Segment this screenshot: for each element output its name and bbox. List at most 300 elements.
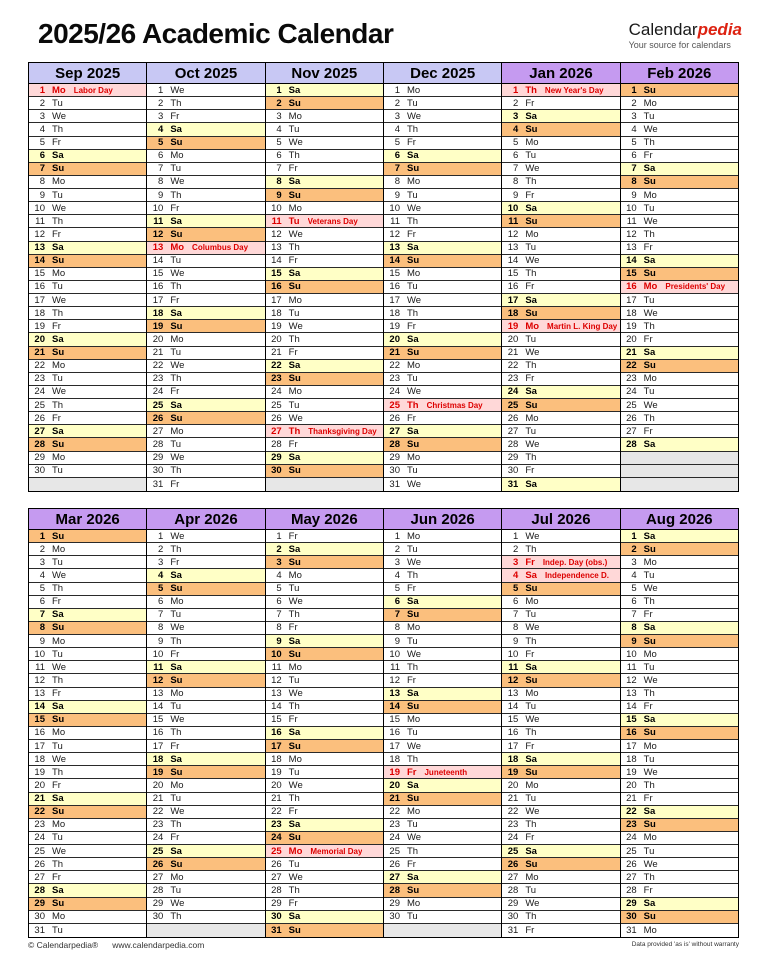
day-weekday: Su bbox=[525, 307, 538, 319]
day-cell bbox=[147, 832, 264, 845]
day-cell bbox=[29, 268, 146, 281]
day-number: 2 bbox=[158, 543, 164, 555]
day-weekday: Fr bbox=[525, 740, 535, 752]
day-number: 10 bbox=[626, 202, 637, 214]
day-cell bbox=[29, 858, 146, 871]
day-weekday: Mo bbox=[170, 242, 185, 254]
day-weekday: Mo bbox=[288, 386, 302, 398]
day-number: 2 bbox=[631, 543, 637, 555]
day-weekday: We bbox=[288, 412, 303, 424]
day-weekday: Tu bbox=[52, 189, 63, 201]
day-number: 14 bbox=[152, 701, 164, 713]
day-cell bbox=[502, 84, 619, 97]
day-weekday: Mo bbox=[643, 832, 657, 844]
day-number: 4 bbox=[513, 123, 519, 135]
day-number: 23 bbox=[626, 819, 637, 831]
day-weekday: Su bbox=[288, 648, 301, 660]
day-cell bbox=[384, 898, 501, 911]
day-cell bbox=[29, 189, 146, 202]
day-cell bbox=[266, 307, 383, 320]
day-cell bbox=[502, 150, 619, 163]
day-cell bbox=[502, 898, 619, 911]
day-number: 7 bbox=[39, 163, 45, 175]
day-number: 5 bbox=[513, 583, 519, 595]
day-weekday: Th bbox=[288, 884, 300, 896]
day-cell bbox=[502, 556, 619, 569]
day-number: 11 bbox=[626, 661, 637, 673]
day-number: 25 bbox=[507, 845, 519, 857]
day-weekday: Fr bbox=[170, 478, 180, 490]
day-number: 17 bbox=[271, 294, 282, 306]
day-cell bbox=[266, 714, 383, 727]
day-number: 31 bbox=[271, 924, 282, 936]
day-cell bbox=[502, 333, 619, 346]
day-number: 25 bbox=[626, 399, 637, 411]
day-weekday: Su bbox=[406, 609, 420, 621]
day-number: 29 bbox=[152, 452, 164, 464]
day-number: 10 bbox=[34, 648, 45, 660]
day-cell bbox=[502, 399, 619, 412]
day-weekday: Su bbox=[170, 320, 183, 332]
day-weekday: Tu bbox=[525, 242, 537, 254]
day-number: 19 bbox=[389, 320, 400, 332]
day-weekday: Su bbox=[170, 412, 183, 424]
day-cell bbox=[266, 242, 383, 255]
day-cell bbox=[266, 215, 383, 228]
day-cell bbox=[147, 911, 264, 924]
month-header: Nov 2025 bbox=[266, 63, 383, 84]
day-cell bbox=[147, 609, 264, 622]
day-number: 8 bbox=[276, 622, 282, 634]
day-cell bbox=[384, 622, 501, 635]
day-weekday: Sa bbox=[170, 123, 182, 135]
day-number: 25 bbox=[626, 845, 637, 857]
day-weekday: Fr bbox=[643, 333, 653, 345]
day-cell bbox=[621, 714, 738, 727]
day-number: 25 bbox=[271, 845, 282, 857]
day-number: 8 bbox=[158, 622, 164, 634]
day-weekday: Mo bbox=[52, 84, 66, 96]
day-number: 17 bbox=[152, 740, 164, 752]
day-cell bbox=[621, 924, 738, 937]
holiday-label: Juneteenth bbox=[424, 767, 468, 777]
day-number: 28 bbox=[152, 438, 164, 450]
day-number: 15 bbox=[389, 714, 400, 726]
day-weekday: Sa bbox=[288, 452, 301, 464]
day-weekday: Th bbox=[170, 819, 182, 831]
day-weekday: Fr bbox=[643, 242, 653, 254]
day-cell bbox=[502, 438, 619, 451]
day-number: 20 bbox=[389, 333, 400, 345]
day-cell bbox=[621, 674, 738, 687]
day-weekday: We bbox=[52, 110, 67, 122]
day-cell bbox=[621, 569, 738, 582]
day-cell bbox=[29, 793, 146, 806]
day-cell bbox=[621, 832, 738, 845]
day-cell bbox=[621, 753, 738, 766]
day-cell bbox=[266, 425, 383, 438]
day-cell bbox=[502, 779, 619, 792]
day-cell bbox=[502, 320, 619, 333]
day-weekday: Su bbox=[52, 530, 65, 542]
day-weekday: Sa bbox=[288, 635, 301, 647]
day-cell bbox=[266, 163, 383, 176]
day-weekday: Tu bbox=[406, 373, 418, 385]
day-number: 4 bbox=[394, 569, 400, 581]
day-cell bbox=[29, 635, 146, 648]
day-weekday: Fr bbox=[288, 898, 298, 910]
day-number: 6 bbox=[158, 596, 164, 608]
day-weekday: Fr bbox=[52, 412, 61, 424]
day-weekday: Mo bbox=[525, 779, 539, 791]
day-cell bbox=[29, 688, 146, 701]
day-weekday: Tu bbox=[406, 465, 418, 477]
day-number: 4 bbox=[39, 569, 45, 581]
day-number: 30 bbox=[152, 465, 164, 477]
logo-tagline: Your source for calendars bbox=[628, 40, 731, 50]
day-cell bbox=[502, 268, 619, 281]
day-cell bbox=[621, 320, 738, 333]
day-weekday: Sa bbox=[643, 530, 656, 542]
day-number: 7 bbox=[158, 609, 164, 621]
day-weekday: Fr bbox=[525, 97, 535, 109]
day-weekday: Tu bbox=[52, 832, 63, 844]
day-cell bbox=[502, 740, 619, 753]
day-cell bbox=[502, 596, 619, 609]
day-number: 30 bbox=[34, 465, 45, 477]
day-cell bbox=[384, 399, 501, 412]
day-cell bbox=[502, 137, 619, 150]
day-number: 25 bbox=[507, 399, 519, 411]
day-number: 9 bbox=[513, 635, 519, 647]
day-cell bbox=[266, 255, 383, 268]
day-weekday: Mo bbox=[288, 294, 302, 306]
day-number: 10 bbox=[152, 202, 164, 214]
day-weekday: Th bbox=[288, 701, 300, 713]
holiday-label: Memorial Day bbox=[310, 846, 363, 856]
day-cell bbox=[502, 543, 619, 556]
day-number: 8 bbox=[394, 176, 400, 188]
day-weekday: We bbox=[643, 674, 658, 686]
day-cell bbox=[147, 228, 264, 241]
day-cell bbox=[266, 320, 383, 333]
day-number: 7 bbox=[158, 163, 164, 175]
day-cell bbox=[147, 701, 264, 714]
day-cell bbox=[29, 569, 146, 582]
calendar-block-sep2025-feb2026 bbox=[28, 62, 739, 492]
day-number: 29 bbox=[271, 452, 282, 464]
day-number: 2 bbox=[513, 543, 519, 555]
day-weekday: Fr bbox=[525, 189, 535, 201]
day-cell bbox=[502, 202, 619, 215]
day-number: 21 bbox=[626, 793, 637, 805]
day-weekday: Tu bbox=[406, 911, 418, 923]
day-number: 16 bbox=[152, 281, 164, 293]
day-cell bbox=[384, 123, 501, 136]
day-number: 5 bbox=[39, 583, 45, 595]
day-cell bbox=[384, 569, 501, 582]
day-weekday: Th bbox=[288, 425, 301, 437]
day-cell bbox=[502, 727, 619, 740]
day-weekday: Su bbox=[170, 583, 183, 595]
day-weekday: Su bbox=[52, 255, 65, 267]
day-weekday: Mo bbox=[643, 373, 657, 385]
day-cell bbox=[384, 740, 501, 753]
day-number: 28 bbox=[34, 884, 45, 896]
day-cell bbox=[147, 333, 264, 346]
day-cell bbox=[502, 583, 619, 596]
day-cell bbox=[384, 333, 501, 346]
day-cell bbox=[502, 858, 619, 871]
day-weekday: Tu bbox=[288, 858, 300, 870]
day-cell bbox=[266, 819, 383, 832]
day-weekday: Fr bbox=[525, 924, 535, 936]
day-weekday: Mo bbox=[52, 452, 66, 464]
day-number: 2 bbox=[39, 543, 45, 555]
day-cell bbox=[384, 648, 501, 661]
day-weekday: Mo bbox=[643, 648, 657, 660]
day-number: 10 bbox=[152, 648, 164, 660]
day-cell bbox=[621, 97, 738, 110]
day-number: 29 bbox=[626, 898, 637, 910]
day-weekday: Sa bbox=[643, 438, 656, 450]
day-number: 9 bbox=[394, 189, 400, 201]
day-number: 16 bbox=[389, 281, 400, 293]
day-weekday: Fr bbox=[643, 425, 653, 437]
day-number: 18 bbox=[626, 307, 637, 319]
day-number: 31 bbox=[34, 924, 45, 936]
day-number: 10 bbox=[507, 202, 519, 214]
day-number: 12 bbox=[34, 674, 45, 686]
day-number: 23 bbox=[34, 819, 45, 831]
day-weekday: Th bbox=[643, 779, 655, 791]
day-cell bbox=[502, 386, 619, 399]
day-cell bbox=[266, 530, 383, 543]
day-number: 9 bbox=[513, 189, 519, 201]
month-column-jul-2026 bbox=[502, 509, 620, 937]
day-number: 7 bbox=[394, 609, 400, 621]
month-column-jan-2026 bbox=[502, 63, 620, 491]
day-number: 4 bbox=[631, 123, 637, 135]
day-weekday: Mo bbox=[52, 176, 66, 188]
day-weekday: Tu bbox=[288, 399, 300, 411]
website-url: www.calendarpedia.com bbox=[112, 940, 205, 950]
day-cell bbox=[29, 333, 146, 346]
day-cell bbox=[29, 202, 146, 215]
day-weekday: Th bbox=[643, 596, 655, 608]
day-number: 6 bbox=[39, 596, 45, 608]
day-number: 11 bbox=[153, 215, 164, 227]
day-number: 23 bbox=[626, 373, 637, 385]
day-weekday: Th bbox=[52, 123, 64, 135]
day-cell bbox=[147, 150, 264, 163]
day-number: 17 bbox=[389, 294, 400, 306]
day-number: 3 bbox=[513, 110, 519, 122]
day-cell bbox=[384, 215, 501, 228]
day-number: 10 bbox=[271, 202, 282, 214]
day-cell bbox=[266, 347, 383, 360]
day-number: 14 bbox=[152, 255, 164, 267]
day-weekday: Fr bbox=[288, 255, 298, 267]
day-cell bbox=[147, 347, 264, 360]
day-cell bbox=[147, 255, 264, 268]
day-number: 30 bbox=[389, 465, 400, 477]
day-cell bbox=[621, 333, 738, 346]
day-number: 30 bbox=[389, 911, 400, 923]
day-number: 29 bbox=[34, 452, 45, 464]
day-cell bbox=[29, 556, 146, 569]
day-number: 19 bbox=[271, 766, 282, 778]
day-weekday: Th bbox=[288, 242, 300, 254]
day-number: 26 bbox=[626, 858, 637, 870]
day-cell bbox=[147, 556, 264, 569]
day-weekday: Th bbox=[406, 307, 419, 319]
day-number: 16 bbox=[507, 727, 519, 739]
day-number: 1 bbox=[158, 84, 164, 96]
day-weekday: Th bbox=[170, 281, 182, 293]
day-weekday: Fr bbox=[406, 674, 416, 686]
day-cell bbox=[621, 819, 738, 832]
day-cell bbox=[621, 740, 738, 753]
day-weekday: Th bbox=[52, 215, 64, 227]
day-weekday: Sa bbox=[406, 242, 419, 254]
day-cell bbox=[384, 661, 501, 674]
day-number: 21 bbox=[626, 347, 637, 359]
day-weekday: Su bbox=[288, 97, 301, 109]
day-number: 4 bbox=[158, 569, 164, 581]
day-cell bbox=[621, 596, 738, 609]
day-number: 22 bbox=[271, 806, 282, 818]
day-number: 5 bbox=[39, 137, 45, 149]
day-cell bbox=[29, 766, 146, 779]
day-number: 18 bbox=[507, 307, 519, 319]
day-cell bbox=[502, 688, 619, 701]
day-cell bbox=[147, 753, 264, 766]
day-weekday: Th bbox=[525, 727, 537, 739]
month-header: Jan 2026 bbox=[502, 63, 619, 84]
day-cell bbox=[621, 360, 738, 373]
day-weekday: Sa bbox=[643, 806, 656, 818]
holiday-label: Martin L. King Day bbox=[547, 321, 618, 331]
day-cell bbox=[266, 924, 383, 937]
day-cell bbox=[502, 110, 619, 123]
day-weekday: Tu bbox=[525, 425, 537, 437]
day-cell bbox=[384, 307, 501, 320]
day-cell bbox=[266, 648, 383, 661]
day-weekday: Fr bbox=[170, 740, 180, 752]
day-weekday: Tu bbox=[170, 884, 182, 896]
day-weekday: Su bbox=[288, 373, 301, 385]
day-weekday: Sa bbox=[643, 347, 656, 359]
day-cell bbox=[147, 530, 264, 543]
day-weekday: Mo bbox=[406, 806, 421, 818]
day-cell bbox=[29, 806, 146, 819]
holiday-label: Christmas Day bbox=[426, 400, 483, 410]
day-cell bbox=[147, 320, 264, 333]
day-number: 11 bbox=[508, 661, 519, 673]
day-weekday: Th bbox=[525, 819, 537, 831]
day-number: 20 bbox=[507, 333, 519, 345]
day-number: 28 bbox=[507, 438, 519, 450]
day-weekday: Su bbox=[170, 674, 183, 686]
month-header: Oct 2025 bbox=[147, 63, 264, 84]
day-cell bbox=[147, 242, 264, 255]
day-cell bbox=[621, 898, 738, 911]
day-number: 14 bbox=[626, 701, 637, 713]
day-weekday: We bbox=[288, 228, 303, 240]
day-cell bbox=[502, 452, 619, 465]
month-header: Mar 2026 bbox=[29, 509, 146, 530]
day-cell bbox=[502, 478, 619, 491]
day-cell bbox=[621, 884, 738, 897]
day-number: 22 bbox=[34, 360, 45, 372]
day-weekday: Sa bbox=[52, 333, 64, 345]
day-number: 10 bbox=[389, 202, 400, 214]
day-cell bbox=[502, 373, 619, 386]
day-number: 22 bbox=[626, 806, 637, 818]
day-number: 13 bbox=[507, 242, 519, 254]
day-cell bbox=[621, 766, 738, 779]
day-number: 6 bbox=[394, 596, 400, 608]
day-number: 20 bbox=[626, 333, 637, 345]
day-cell bbox=[29, 622, 146, 635]
day-weekday: Mo bbox=[406, 714, 421, 726]
day-weekday: Tu bbox=[406, 281, 418, 293]
day-weekday: Fr bbox=[52, 688, 61, 700]
day-weekday: Th bbox=[52, 583, 64, 595]
day-cell bbox=[621, 399, 738, 412]
day-number: 27 bbox=[626, 425, 637, 437]
holiday-label: Labor Day bbox=[73, 85, 113, 95]
day-weekday: Su bbox=[288, 556, 301, 568]
day-number: 19 bbox=[34, 766, 45, 778]
day-number: 4 bbox=[158, 123, 164, 135]
day-cell bbox=[266, 727, 383, 740]
day-weekday: Mo bbox=[643, 97, 657, 109]
day-number: 1 bbox=[513, 84, 519, 96]
day-cell bbox=[266, 176, 383, 189]
day-number: 15 bbox=[507, 714, 519, 726]
day-cell bbox=[29, 360, 146, 373]
day-cell bbox=[266, 438, 383, 451]
day-weekday: We bbox=[643, 858, 658, 870]
day-number: 14 bbox=[389, 255, 400, 267]
day-number: 24 bbox=[271, 386, 282, 398]
day-weekday: Th bbox=[170, 911, 182, 923]
day-cell bbox=[147, 766, 264, 779]
day-number: 12 bbox=[626, 228, 637, 240]
day-cell bbox=[384, 97, 501, 110]
day-cell bbox=[147, 806, 264, 819]
day-cell bbox=[384, 858, 501, 871]
day-number: 3 bbox=[513, 556, 519, 568]
day-number: 30 bbox=[626, 911, 637, 923]
day-weekday: Tu bbox=[288, 215, 300, 227]
day-cell bbox=[147, 661, 264, 674]
day-cell bbox=[384, 819, 501, 832]
day-cell bbox=[384, 465, 501, 478]
day-cell bbox=[266, 858, 383, 871]
day-number: 26 bbox=[271, 412, 282, 424]
day-number: 21 bbox=[271, 793, 282, 805]
day-number: 19 bbox=[626, 766, 637, 778]
day-weekday: We bbox=[288, 779, 303, 791]
day-cell bbox=[384, 911, 501, 924]
day-weekday: Su bbox=[643, 268, 656, 280]
day-cell bbox=[502, 871, 619, 884]
day-number: 7 bbox=[513, 609, 519, 621]
day-weekday: Mo bbox=[525, 228, 539, 240]
